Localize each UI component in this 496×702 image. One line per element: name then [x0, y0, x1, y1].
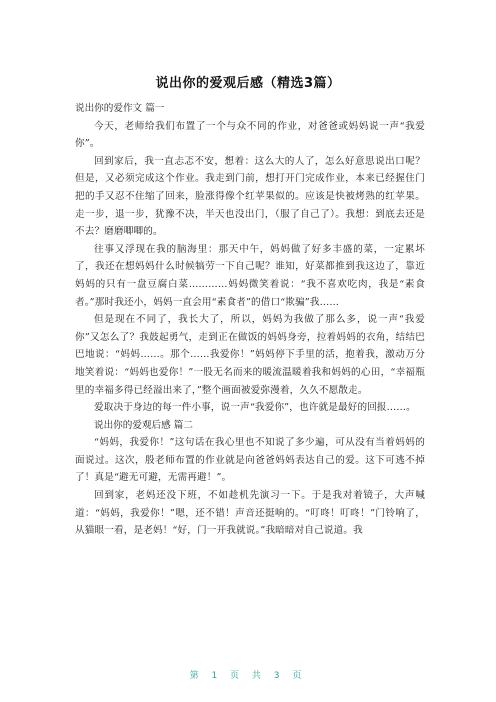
document-body	[75, 100, 425, 540]
article-1-paragraph: 爱取决于身边的每一件小事，说一声“我爱你”，也许就是最好的回报……。	[94, 402, 416, 414]
article-1-paragraph: 但是现在不同了，我长大了，所以，妈妈为我做了那么多，说一声“我爱你”又怎么了？我鼓起勇气，走到正在做饭的妈妈身旁，拉着妈妈的衣角，结结巴巴地说：“妈妈……。那个……我爱你！”妈妈停下手里的活，抱着我，激动万分地笑着说：“妈妈也爱你！”一股无名而来的暖流温暖着我和妈妈的心田，“幸福瓶里的幸福多得已经溢出来了，”整个画面被爱弥漫着，久久不愿散走。	[75, 314, 425, 396]
article-2-paragraph: “妈妈，我爱你！”这句话在我心里也不知说了多少遍，可从没有当着妈妈的面说过。这次，殷老师布置的作业就是向爸爸妈妈表达自己的爱。这下可逃不掉了！真是“避无可避，无需再避！”。	[75, 437, 425, 484]
document-title: 说出你的爱观后感（精选3篇）	[155, 76, 341, 91]
article-2-subtitle: 说出你的爱观后感 篇二	[94, 419, 193, 431]
article-1-subtitle: 说出你的爱作文 篇一	[75, 103, 165, 114]
article-1-paragraph: 往事又浮现在我的脑海里：那天中午，妈妈做了好多丰盛的菜，一定累坏了，我还在想妈妈什么时候犒劳一下自己呢？谁知，好菜都推到我这边了，靠近妈妈的只有一盘豆腐白菜…………妈妈微笑着说：“我不喜欢吃肉，我是“素食者。”那时我还小，妈妈一直会用“素食者”的借口“欺骗”我……	[75, 243, 425, 308]
article-2-paragraph: 回到家，老妈还没下班，不如趁机先演习一下。于是我对着镜子，大声喊道：“妈妈，我爱你！”嗯，还不错！声音还挺响的。“叮咚！叮咚！”门铃响了，从猫眼一看，是老妈！“好，门一开我就说。”我暗暗对自己说道。我	[75, 490, 425, 537]
page-footer: 第 1 页 共 3 页	[189, 671, 307, 681]
article-1-paragraph: 回到家后，我一直忐忑不安，想着：这么大的人了，怎么好意思说出口呢？但是，又必须完成这个作业。我走到门前，想打开门完成作业，本来已经握住门把的手又忍不住缩了回来，脸涨得像个红苹果似的。应该是快被烤熟的红苹果。走一步，退一步，犹豫不决，半天也没出门，（服了自己了）。我想：到底去还是不去？磨磨唧唧的。	[75, 155, 425, 238]
article-1-paragraph: 今天，老师给我们布置了一个与众不同的作业，对爸爸或妈妈说一声“我爱你”。	[75, 120, 425, 150]
